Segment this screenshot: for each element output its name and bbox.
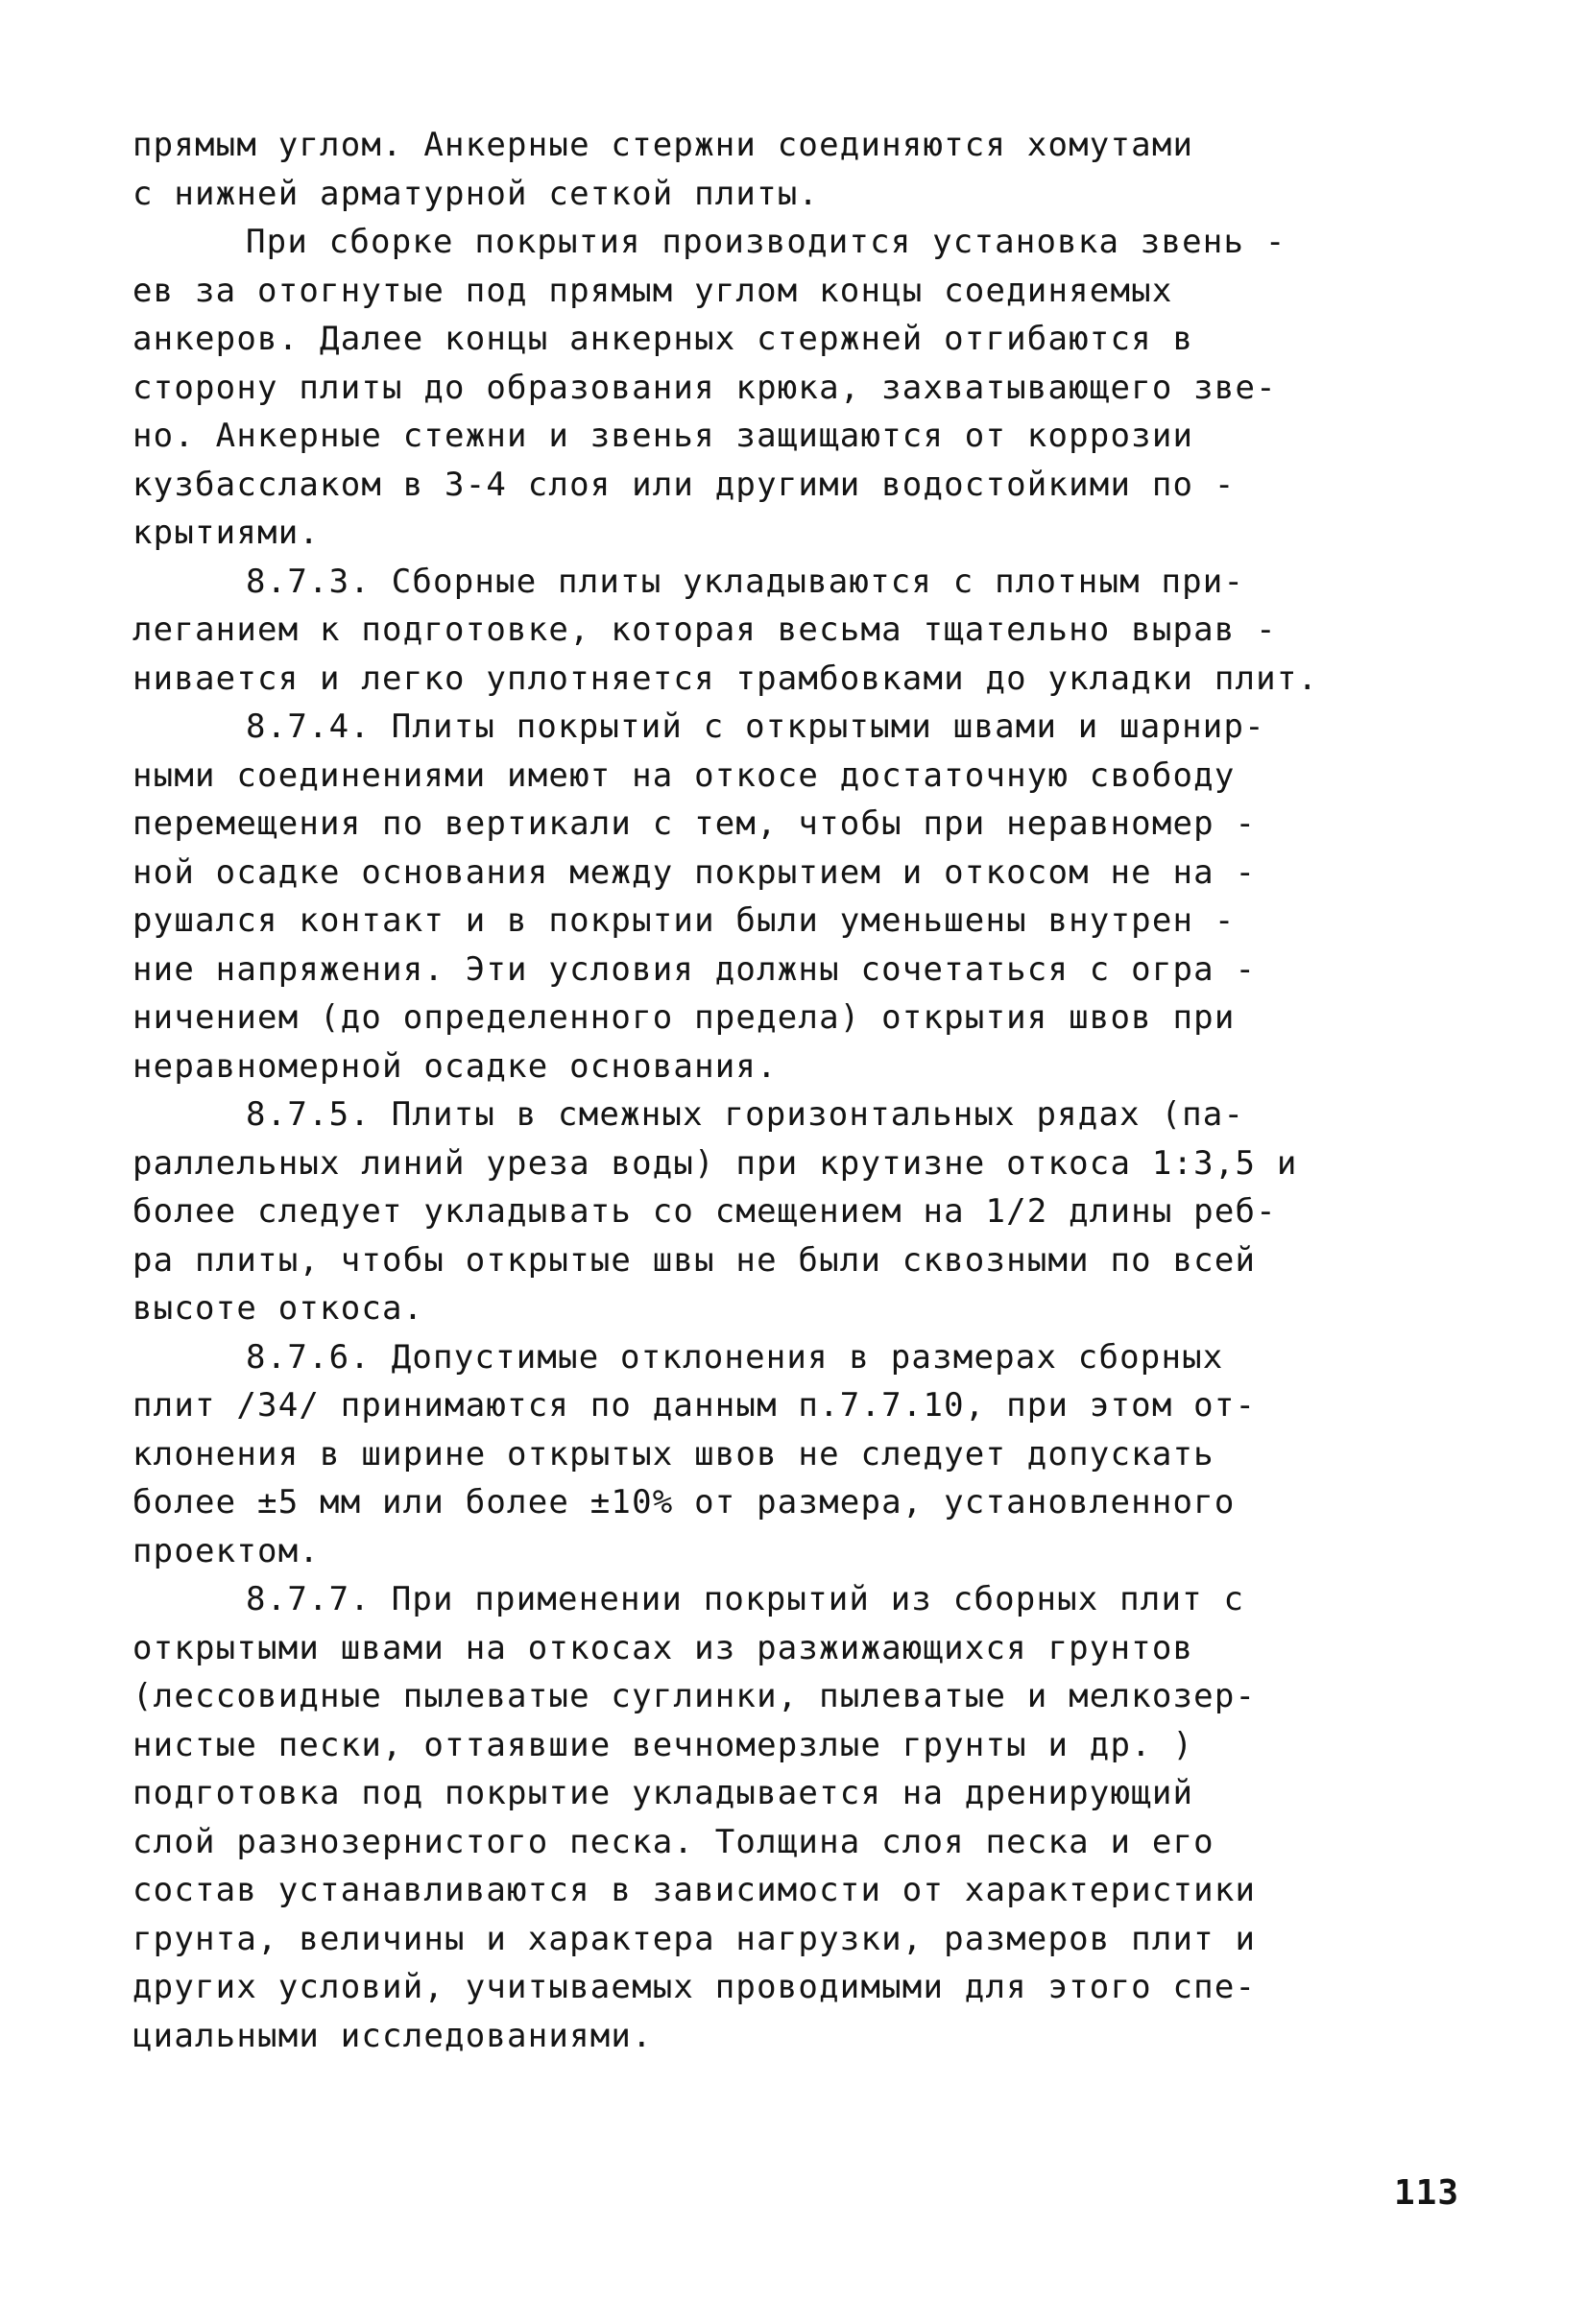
text-line: ев за отогнутые под прямым углом концы соединяемых xyxy=(132,271,1173,310)
text-line: нивается и легко уплотняется трамбовками до укладки плит. xyxy=(132,659,1319,698)
text-line: клонения в ширине открытых швов не следует допускать xyxy=(132,1434,1214,1473)
text-line: более следует укладывать со смещением на 1/2 длины реб- xyxy=(132,1192,1277,1231)
text-line: ной осадке основания между покрытием и откосом не на - xyxy=(132,852,1257,892)
text-line: ными соединениями имеют на откосе достаточную свободу xyxy=(132,755,1236,795)
text-line: (лессовидные пылеватые суглинки, пылеватые и мелкозер- xyxy=(132,1677,1257,1715)
text-line: ра плиты, чтобы открытые швы не были сквозными по всей xyxy=(132,1240,1257,1280)
text-line: с нижней арматурной сеткой плиты. xyxy=(132,174,820,213)
text-line: леганием к подготовке, которая весьма тщательно вырав - xyxy=(132,611,1277,649)
text-line: раллельных линий уреза воды) при крутизне откоса 1:3,5 и xyxy=(132,1143,1298,1183)
section-8-7-7-line: 8.7.7. При применении покрытий из сборных плит с xyxy=(246,1580,1245,1618)
paragraph-start-line: При сборке покрытия производится установка звень - xyxy=(246,223,1286,261)
text-line: более ±5 мм или более ±10% от размера, установленного xyxy=(132,1483,1236,1521)
body-text xyxy=(132,121,1448,2060)
text-line: проектом. xyxy=(132,1531,321,1570)
text-line: ничением (до определенного предела) открытия швов при xyxy=(132,998,1236,1037)
text-line: высоте откоса. xyxy=(132,1289,424,1328)
text-line: состав устанавливаются в зависимости от характеристики xyxy=(132,1871,1257,1909)
text-line: рушался контакт и в покрытии были уменьшены внутрен - xyxy=(132,901,1236,940)
text-line: подготовка под покрытие укладывается на дренирующий xyxy=(132,1774,1194,1812)
section-8-7-3-line: 8.7.3. Сборные плиты укладываются с плотным при- xyxy=(246,562,1245,601)
text-line: но. Анкерные стежни и звенья защищаются от коррозии xyxy=(132,417,1194,455)
text-line: грунта, величины и характера нагрузки, размеров плит и xyxy=(132,1919,1257,1958)
text-line: анкеров. Далее концы анкерных стержней отгибаются в xyxy=(132,320,1194,358)
text-line: циальными исследованиями. xyxy=(132,2016,653,2055)
text-line: ние напряжения. Эти условия должны сочетаться с огра - xyxy=(132,949,1257,989)
section-8-7-5-line: 8.7.5. Плиты в смежных горизонтальных рядах (па- xyxy=(246,1095,1245,1134)
text-line: плит /34/ принимаются по данным п.7.7.10, при этом от- xyxy=(132,1386,1257,1425)
text-line: других условий, учитываемых проводимыми для этого спе- xyxy=(132,1968,1257,2006)
text-line: открытыми швами на откосах из разжижающихся грунтов xyxy=(132,1628,1194,1667)
section-8-7-4-line: 8.7.4. Плиты покрытий с открытыми швами и шарнир- xyxy=(246,707,1265,746)
text-line: сторону плиты до образования крюка, захватывающего зве- xyxy=(132,368,1277,407)
text-line: неравномерной осадке основания. xyxy=(132,1046,778,1086)
text-line: крытиями. xyxy=(132,514,321,552)
text-line: слой разнозернистого песка. Толщина слоя песка и его xyxy=(132,1822,1214,1861)
text-line: прямым углом. Анкерные стержни соединяются хомутами xyxy=(132,126,1194,164)
page-number: 113 xyxy=(1393,2173,1459,2213)
text-line: нистые пески, оттаявшие вечномерзлые грунты и др. ) xyxy=(132,1725,1194,1764)
section-8-7-6-line: 8.7.6. Допустимые отклонения в размерах сборных xyxy=(246,1337,1224,1377)
text-line: кузбасслаком в 3-4 слоя или другими водостойкими по - xyxy=(132,465,1236,504)
text-line: перемещения по вертикали с тем, чтобы при неравномер - xyxy=(132,804,1257,843)
